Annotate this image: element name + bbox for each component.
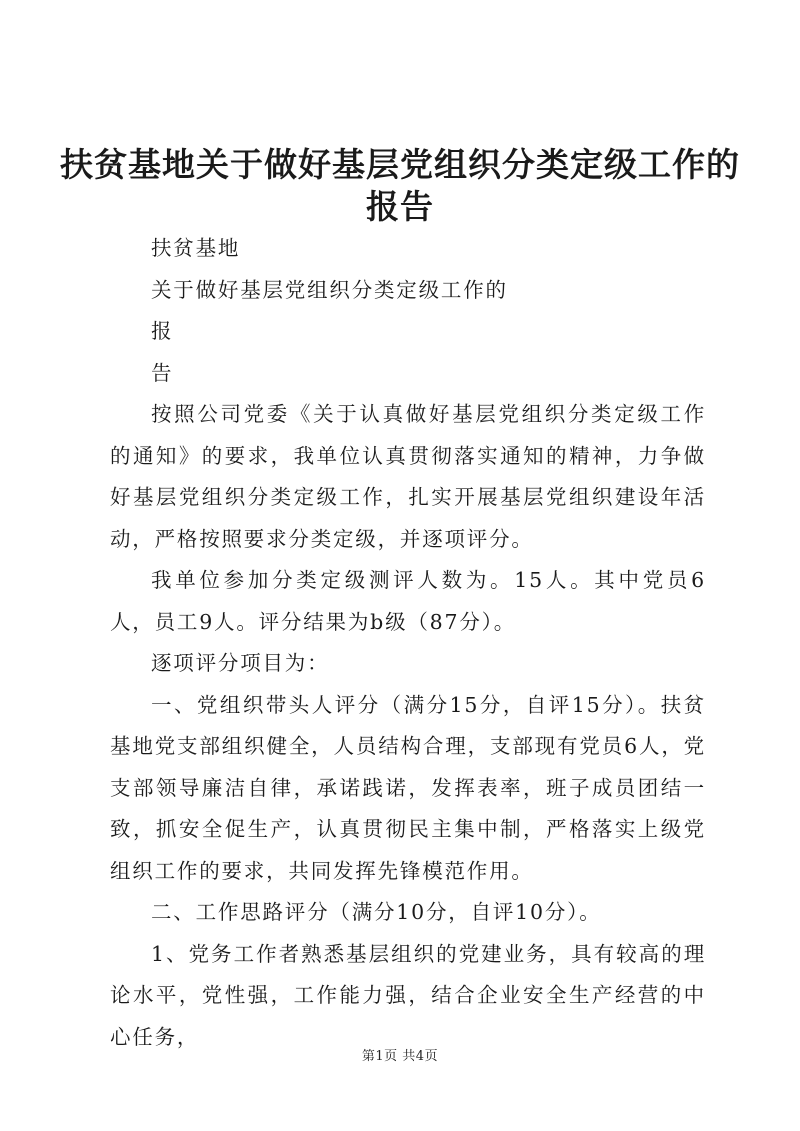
paragraph-1: 扶贫基地 [151, 236, 241, 260]
page-footer: 第1页 共4页 [361, 1049, 439, 1064]
document-body [110, 228, 706, 1058]
paragraph-4: 告 [151, 360, 174, 385]
paragraph-5: 按照公司党委《关于认真做好基层党组织分类定级工作的通知》的要求，我单位认真贯彻落实通知的精神，力争做好基层党组织分类定级工作，扎实开展基层党组织建设年活动，严格按照要求分类定级，并逐项评分。 [110, 402, 706, 551]
paragraph-8: 一、党组织带头人评分（满分15分，自评15分）。扶贫基地党支部组织健全，人员结构合理，支部现有党员6人，党支部领导廉洁自律，承诺践诺，发挥表率，班子成员团结一致，抓安全促生产，认真贯彻民主集中制，严格落实上级党组织工作的要求，共同发挥先锋模范作用。 [110, 692, 706, 883]
paragraph-10: 1、党务工作者熟悉基层组织的党建业务，具有较高的理论水平，党性强，工作能力强，结合企业安全生产经营的中心任务， [110, 941, 706, 1049]
paragraph-2: 关于做好基层党组织分类定级工作的 [151, 277, 508, 302]
document-title-line-1: 扶贫基地关于做好基层党组织分类定级工作的 [60, 145, 740, 184]
document-title-line-2: 报告 [366, 187, 434, 226]
paragraph-3: 报 [151, 319, 174, 343]
paragraph-9: 二、工作思路评分（满分10分，自评10分）。 [151, 900, 602, 924]
paragraph-6: 我单位参加分类定级测评人数为。15人。其中党员6人，员工9人。评分结果为b级（87分）。 [110, 568, 706, 634]
paragraph-7: 逐项评分项目为： [151, 651, 330, 675]
